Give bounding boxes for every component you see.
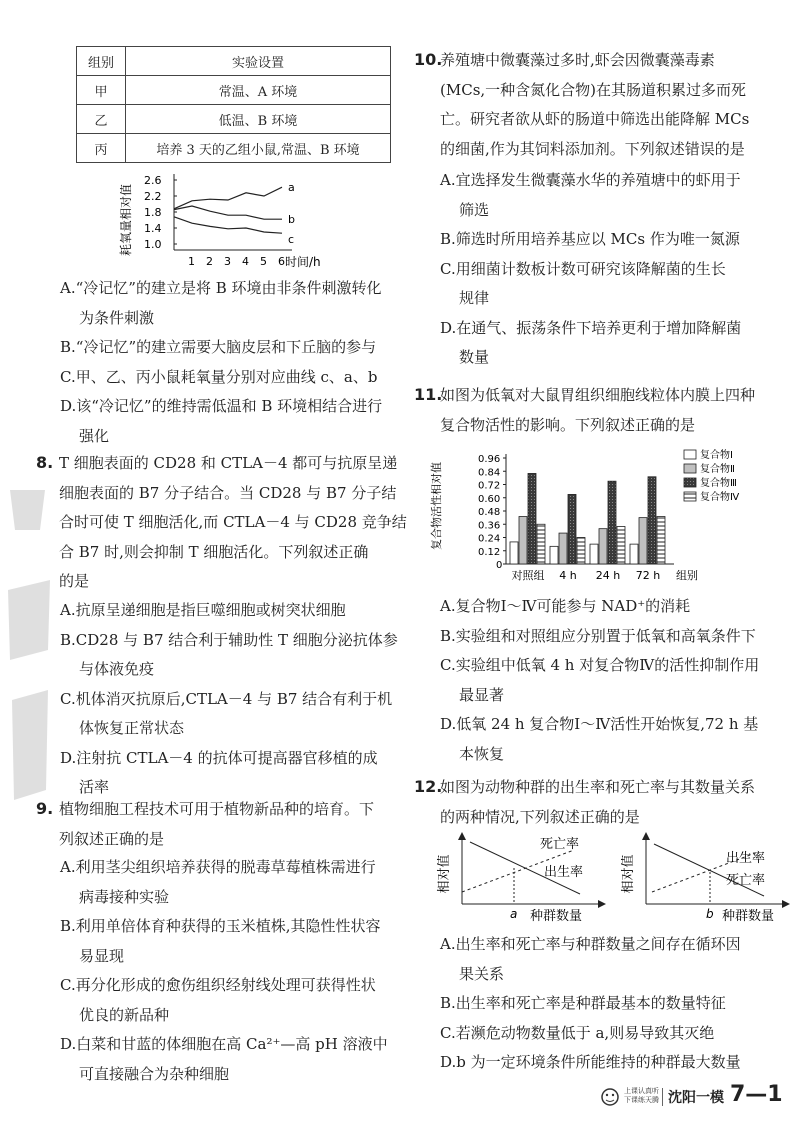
bar-y-tick-label: 0.36: [478, 520, 501, 532]
table-cell: 甲: [77, 76, 126, 105]
legend-label: 复合物Ⅲ: [700, 478, 737, 489]
oxygen-consumption-line-chart: [112, 168, 342, 278]
y-axis-label: 耗氧量相对值: [119, 183, 133, 257]
option-line: 本恢复: [459, 744, 505, 763]
table-row: [77, 134, 391, 163]
question-stem-line: 合时可使 T 细胞活化,而 CTLA－4 与 CD28 竞争结: [59, 513, 407, 531]
mascot-icon: [598, 1086, 622, 1108]
graph-right-xlabel: 种群数量: [722, 909, 775, 924]
option-line: C.甲、乙、丙小鼠耗氧量分别对应曲线 c、a、b: [60, 367, 378, 386]
option-line: C.机体消灭抗原后,CTLA－4 与 B7 结合有利于机: [60, 689, 393, 708]
footer-slogan: [624, 1087, 659, 1105]
table-row: [77, 105, 391, 134]
question-stem-line: 合 B7 时,则会抑制 T 细胞活化。下列叙述正确: [59, 542, 369, 561]
question-number: 10.: [414, 50, 443, 69]
option-line: 最显著: [459, 685, 505, 704]
question-number: 8.: [36, 453, 54, 472]
bar-category-label: 72 h: [635, 569, 661, 582]
legend-label: 复合物Ⅱ: [700, 464, 735, 475]
x-tick-label: 3: [224, 255, 231, 268]
option-line: A.宜选择发生微囊藻水华的养殖塘中的虾用于: [440, 171, 741, 189]
option-line: C.再分化形成的愈伤组织经射线处理可获得性状: [60, 976, 376, 994]
option-line: C.用细菌计数板计数可研究该降解菌的生长: [440, 259, 726, 278]
question-number: 12.: [414, 777, 443, 796]
bar-2-1: [599, 529, 607, 564]
option-line: 优良的新品种: [79, 1005, 170, 1024]
legend-label: 复合物Ⅰ: [700, 450, 733, 461]
series-label: b: [288, 213, 295, 227]
footer-exam-name: 沈阳一模: [668, 1090, 724, 1106]
question-stem-line: 复合物活性的影响。下列叙述正确的是: [440, 415, 696, 434]
table-header-cell: 组别: [77, 47, 126, 76]
watermark-decoration: [0, 470, 60, 810]
table-cell: 低温、B 环境: [126, 105, 391, 134]
table-header-row: [77, 47, 391, 76]
table-cell: 常温、A 环境: [126, 76, 391, 105]
page-footer: [598, 1084, 798, 1112]
question-number: 11.: [414, 385, 443, 404]
question-stem-line: 养殖塘中微囊藻过多时,虾会因微囊藻毒素: [440, 51, 715, 69]
option-line: 易显现: [79, 946, 125, 965]
bar-0-1: [519, 517, 527, 564]
option-line: D.b 为一定环境条件所能维持的种群最大数量: [440, 1053, 741, 1071]
y-tick-label: 1.8: [144, 206, 162, 219]
question-stem-line: T 细胞表面的 CD28 和 CTLA－4 都可与抗原呈递: [59, 454, 398, 472]
graph-left-lower-label: 出生率: [544, 865, 584, 880]
option-line: 筛选: [459, 200, 490, 219]
bar-y-tick-label: 0.60: [478, 493, 501, 505]
question-stem-line: 植物细胞工程技术可用于植物新品种的培育。下: [59, 800, 375, 818]
graph-left-x-arrow: [598, 900, 606, 908]
option-line: A.抗原呈递细胞是指巨噬细胞或树突状细胞: [60, 601, 346, 619]
bar-3-2: [648, 477, 656, 564]
option-line: A.“冷记忆”的建立是将 B 环境由非条件刺激转化: [60, 279, 382, 297]
bar-1-2: [568, 494, 576, 564]
option-line: 病毒接种实验: [79, 887, 170, 906]
option-line: 数量: [459, 348, 490, 366]
option-line: D.注射抗 CTLA－4 的抗体可提高器官移植的成: [60, 748, 378, 767]
graph-right-y-arrow: [642, 832, 650, 840]
option-line: A.利用茎尖组织培养获得的脱毒草莓植株需进行: [60, 858, 376, 876]
option-line: 为条件刺激: [79, 308, 155, 327]
bar-0-0: [510, 542, 518, 564]
y-tick-label: 1.4: [144, 222, 162, 235]
question-number: 9.: [36, 799, 54, 818]
y-tick-label: 1.0: [144, 238, 162, 251]
option-line: 强化: [79, 426, 110, 445]
legend-label: 复合物Ⅳ: [700, 492, 740, 503]
bar-3-1: [639, 518, 647, 564]
table-cell: 培养 3 天的乙组小鼠,常温、B 环境: [126, 134, 391, 163]
bar-2-2: [608, 481, 616, 564]
x-tick-label: 6: [278, 255, 285, 268]
x-axis-label: 时间/h: [285, 255, 321, 269]
option-line: D.在通气、振荡条件下培养更利于增加降解菌: [440, 318, 742, 337]
x-tick-label: 2: [206, 255, 213, 268]
question-stem-line: 的细菌,作为其饲料添加剂。下列叙述错误的是: [440, 139, 745, 158]
option-line: 活率: [79, 778, 110, 796]
option-line: A.复合物Ⅰ～Ⅳ可能参与 NAD⁺的消耗: [440, 597, 691, 615]
option-line: B.利用单倍体育种获得的玉米植株,其隐性性状容: [60, 917, 381, 935]
bar-1-0: [550, 546, 558, 564]
bar-x-axis-label: 组别: [676, 569, 698, 582]
option-line: 规律: [459, 289, 490, 307]
bar-2-3: [617, 526, 625, 564]
option-line: 果关系: [459, 964, 505, 983]
question-stem-line: 列叙述正确的是: [59, 829, 165, 848]
legend-swatch: [684, 464, 696, 473]
page-number: 7—1: [730, 1082, 783, 1107]
graph-right-x-arrow: [782, 900, 790, 908]
bar-y-axis-label: 复合物活性相对值: [430, 462, 443, 550]
series-line-a: [174, 187, 282, 209]
graph-right-ylabel: 相对值: [621, 854, 636, 894]
option-line: C.实验组中低氧 4 h 对复合物Ⅳ的活性抑制作用: [440, 656, 760, 674]
option-line: 与体液免疫: [79, 660, 155, 678]
bar-1-1: [559, 533, 567, 564]
graph-left-xlabel: 种群数量: [530, 909, 583, 924]
option-line: B.“冷记忆”的建立需要大脑皮层和下丘脑的参与: [60, 338, 377, 356]
series-line-b: [174, 206, 282, 219]
birth-death-rate-graph-right: [618, 832, 796, 932]
graph-left-ylabel: 相对值: [437, 854, 452, 894]
option-line: D.低氧 24 h 复合物Ⅰ～Ⅳ活性开始恢复,72 h 基: [440, 715, 759, 733]
x-tick-label: 4: [242, 255, 249, 268]
option-line: B.CD28 与 B7 结合利于辅助性 T 细胞分泌抗体参: [60, 630, 398, 649]
option-line: 体恢复正常状态: [79, 719, 185, 737]
graph-right-marker: b: [706, 907, 714, 921]
question-stem-line: 的两种情况,下列叙述正确的是: [440, 807, 640, 826]
option-line: D.白菜和甘蓝的体细胞在高 Ca²⁺—高 pH 溶液中: [60, 1035, 388, 1053]
footer-slogan-line: 下课练天腾: [624, 1096, 659, 1104]
bar-category-label: 24 h: [595, 569, 621, 582]
question-stem-line: 的是: [59, 572, 90, 590]
legend-swatch: [684, 478, 696, 487]
complex-activity-bar-chart: [426, 448, 786, 588]
table-header-cell: 实验设置: [126, 47, 391, 76]
experiment-table: [76, 46, 391, 163]
legend-swatch: [684, 450, 696, 459]
graph-left-marker: a: [510, 907, 518, 921]
bar-category-label: 4 h: [559, 569, 577, 582]
question-stem-line: (MCs,一种含氮化合物)在其肠道积累过多而死: [440, 80, 747, 99]
y-tick-label: 2.6: [144, 174, 162, 187]
option-line: C.若濒危动物数量低于 a,则易导致其灭绝: [440, 1023, 715, 1042]
bar-0-3: [537, 524, 545, 564]
series-label: a: [288, 181, 295, 195]
footer-slogan-line: 上课认真听: [624, 1087, 659, 1095]
bar-y-tick-label: 0.24: [478, 533, 501, 545]
option-line: B.实验组和对照组应分别置于低氧和高氧条件下: [440, 626, 756, 645]
option-line: A.出生率和死亡率与种群数量之间存在循环因: [440, 935, 741, 953]
series-label: c: [288, 233, 295, 247]
bar-2-0: [590, 544, 598, 564]
option-line: 可直接融合为杂种细胞: [79, 1064, 230, 1083]
bar-y-tick-label: 0.12: [478, 546, 501, 558]
question-stem-line: 亡。研究者欲从虾的肠道中筛选出能降解 MCs: [440, 110, 750, 128]
graph-right-upper-label: 出生率: [726, 851, 766, 866]
bar-3-3: [657, 517, 665, 564]
graph-left-y-arrow: [458, 832, 466, 840]
table-row: [77, 76, 391, 105]
table-cell: 丙: [77, 134, 126, 163]
question-stem-line: 如图为动物种群的出生率和死亡率与其数量关系: [440, 778, 756, 796]
y-tick-label: 2.2: [144, 190, 162, 203]
option-line: B.出生率和死亡率是种群最基本的数量特征: [440, 994, 726, 1012]
legend-swatch: [684, 492, 696, 501]
table-cell: 乙: [77, 105, 126, 134]
footer-divider: [662, 1088, 663, 1106]
question-stem-line: 细胞表面的 B7 分子结合。当 CD28 与 B7 分子结: [59, 483, 397, 502]
bar-3-0: [630, 544, 638, 564]
option-line: D.该“冷记忆”的维持需低温和 B 环境相结合进行: [60, 397, 383, 415]
option-line: B.筛选时所用培养基应以 MCs 作为唯一氮源: [440, 230, 740, 248]
bar-y-tick-label: 0: [496, 560, 503, 571]
bar-y-tick-label: 0.48: [478, 507, 501, 518]
bar-0-2: [528, 473, 536, 564]
birth-death-rate-graph-left: [434, 832, 612, 932]
graph-right-lower-label: 死亡率: [726, 873, 766, 888]
x-tick-label: 5: [260, 255, 267, 268]
graph-left-upper-label: 死亡率: [540, 837, 580, 852]
bar-y-tick-label: 0.96: [478, 454, 501, 465]
bar-y-tick-label: 0.72: [478, 480, 501, 492]
bar-category-label: 对照组: [511, 569, 545, 582]
bar-1-3: [577, 538, 585, 565]
question-stem-line: 如图为低氧对大鼠胃组织细胞线粒体内膜上四种: [440, 386, 756, 404]
bar-y-tick-label: 0.84: [478, 467, 501, 479]
x-tick-label: 1: [188, 255, 195, 268]
